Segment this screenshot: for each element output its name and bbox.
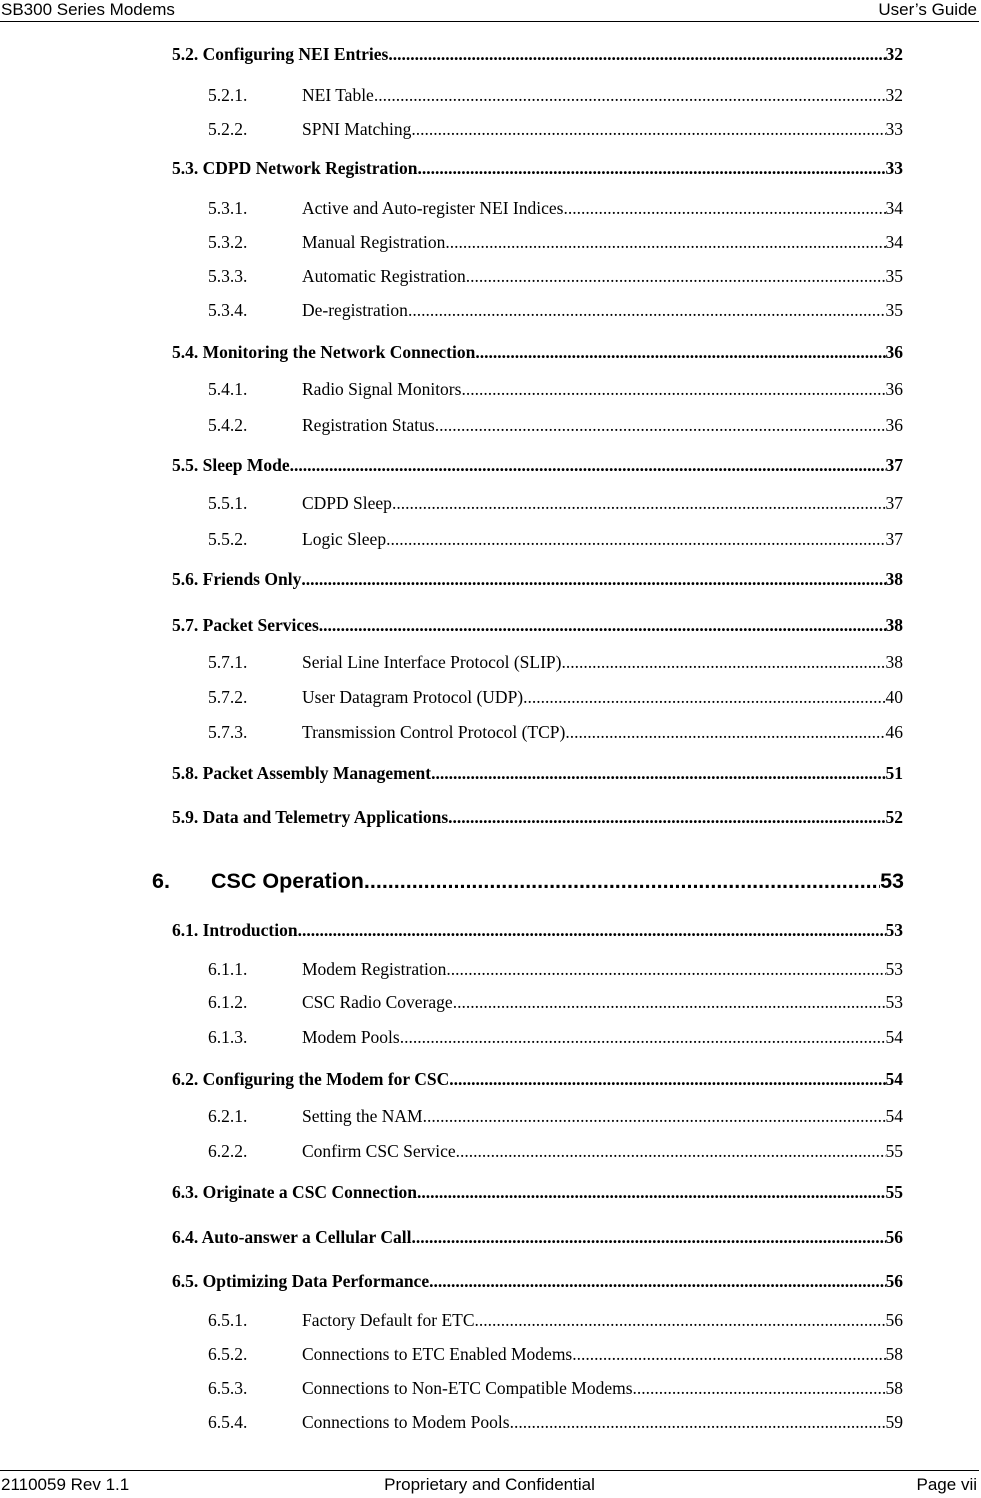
toc-entry-title: Modem Registration [302,959,447,979]
toc-entry-page: 52 [885,807,903,827]
toc-entry-page: 51 [885,763,903,783]
dot-leader [319,614,886,636]
dot-leader [412,1226,886,1248]
toc-section-entry[interactable] [172,1068,903,1090]
toc-entry-page: 37 [885,455,903,475]
dot-leader [563,197,885,219]
toc-entry-page: 56 [885,1310,903,1330]
toc-entry-title: Factory Default for ETC [302,1310,475,1330]
toc-entry-page: 34 [885,198,903,218]
toc-subsection-entry[interactable] [208,686,903,708]
toc-subsection-entry[interactable] [208,1026,903,1048]
toc-entry-title: NEI Table [302,85,374,105]
toc-entry-title: 5.3. CDPD Network Registration [172,158,418,178]
toc-subsection-entry[interactable] [208,414,903,436]
toc-entry-title: 5.8. Packet Assembly Management [172,763,432,783]
toc-chapter-entry[interactable] [152,867,904,895]
toc-entry-page: 46 [885,722,903,742]
toc-entry-number: 6.5.2. [208,1344,248,1364]
toc-entry-number: 6.5.1. [208,1310,248,1330]
toc-section-entry[interactable] [172,1270,903,1292]
toc-entry-number: 6.1.1. [208,959,248,979]
toc-subsection-entry[interactable] [208,1377,903,1399]
toc-entry-number: 5.7.2. [208,687,248,707]
toc-entry-page: 56 [885,1271,903,1291]
dot-leader [290,454,886,476]
toc-entry-page: 56 [885,1227,903,1247]
toc-entry-title: SPNI Matching [302,119,412,139]
toc-entry-title: Manual Registration [302,232,446,252]
toc-entry-page: 53 [885,992,903,1012]
toc-entry-title: 5.7. Packet Services [172,615,319,635]
toc-entry-number: 6.5.4. [208,1412,248,1432]
toc-entry-number: 5.5.1. [208,493,248,513]
toc-subsection-entry[interactable] [208,1343,903,1365]
toc-entry-title: De-registration [302,300,408,320]
dot-leader [364,867,880,895]
toc-subsection-entry[interactable] [208,265,903,287]
toc-entry-page: 55 [885,1141,903,1161]
toc-entry-title: Radio Signal Monitors [302,379,462,399]
toc-entry-number: 5.3.1. [208,198,248,218]
toc-entry-title: Connections to Modem Pools [302,1412,510,1432]
toc-entry-page: 38 [885,615,903,635]
toc-section-entry[interactable] [172,454,903,476]
header-doc-title: SB300 Series Modems [1,0,175,19]
toc-entry-number: 6. [152,869,170,893]
toc-entry-page: 38 [885,569,903,589]
toc-entry-number: 5.2.2. [208,119,248,139]
toc-subsection-entry[interactable] [208,528,903,550]
toc-entry-number: 6.1.2. [208,992,248,1012]
dot-leader [400,1026,886,1048]
dot-leader [429,1270,885,1292]
toc-entry-page: 54 [885,1106,903,1126]
toc-entry-page: 54 [885,1027,903,1047]
toc-entry-page: 38 [885,652,903,672]
dot-leader [565,721,885,743]
toc-entry-page: 58 [885,1378,903,1398]
toc-section-entry[interactable] [172,806,903,828]
dot-leader [417,1181,886,1203]
toc-entry-page: 53 [885,920,903,940]
dot-leader [408,299,886,321]
dot-leader [453,991,886,1013]
toc-subsection-entry[interactable] [208,958,903,980]
toc-entry-title: 5.5. Sleep Mode [172,455,290,475]
footer-confidentiality: Proprietary and Confidential [384,1475,595,1494]
toc-entry-number: 6.5.3. [208,1378,248,1398]
footer-doc-number: 2110059 Rev 1.1 [1,1475,130,1494]
dot-leader [445,231,885,253]
toc-entry-title: 6.3. Originate a CSC Connection [172,1182,417,1202]
dot-leader [417,157,885,179]
toc-section-entry[interactable] [172,568,903,590]
toc-entry-page: 35 [885,300,903,320]
page-header [0,0,979,22]
toc-section-entry[interactable] [172,1226,903,1248]
dot-leader [572,1343,885,1365]
toc-entry-title: Serial Line Interface Protocol (SLIP) [302,652,562,672]
toc-section-entry[interactable] [172,341,903,363]
toc-subsection-entry[interactable] [208,991,903,1013]
dot-leader [448,806,885,828]
toc-entry-title: Automatic Registration [302,266,466,286]
toc-entry-page: 40 [885,687,903,707]
toc-subsection-entry[interactable] [208,299,903,321]
dot-leader [446,958,885,980]
toc-entry-number: 5.4.2. [208,415,248,435]
toc-entry-page: 53 [880,869,904,893]
dot-leader [466,265,886,287]
toc-entry-title: 6.5. Optimizing Data Performance [172,1271,430,1291]
toc-entry-title: Active and Auto-register NEI Indices [302,198,564,218]
toc-entry-number: 5.3.4. [208,300,248,320]
toc-entry-page: 55 [885,1182,903,1202]
toc-entry-title: 5.6. Friends Only [172,569,302,589]
toc-subsection-entry[interactable] [208,492,903,514]
toc-subsection-entry[interactable] [208,84,903,106]
dot-leader [392,492,886,514]
dot-leader [298,919,886,941]
toc-section-entry[interactable] [172,614,903,636]
dot-leader [374,84,886,106]
toc-subsection-entry[interactable] [208,1309,903,1331]
toc-entry-page: 36 [885,379,903,399]
dot-leader [435,414,886,436]
toc-entry-title: CSC Radio Coverage [302,992,453,1012]
dot-leader [523,686,885,708]
toc-subsection-entry[interactable] [208,1105,903,1127]
toc-entry-title: Setting the NAM [302,1106,423,1126]
dot-leader [633,1377,886,1399]
toc-entry-number: 6.2.1. [208,1106,248,1126]
toc-subsection-entry[interactable] [208,1411,903,1433]
toc-entry-page: 53 [885,959,903,979]
page-footer [0,1470,979,1498]
toc-entry-title: Transmission Control Protocol (TCP) [302,722,566,742]
toc-entry-title: 5.9. Data and Telemetry Applications [172,807,449,827]
toc-subsection-entry[interactable] [208,197,903,219]
toc-entry-number: 5.3.3. [208,266,248,286]
toc-entry-page: 59 [885,1412,903,1432]
dot-leader [386,528,885,550]
toc-entry-page: 32 [885,85,903,105]
toc-entry-title: Connections to ETC Enabled Modems [302,1344,573,1364]
toc-subsection-entry[interactable] [208,651,903,673]
toc-subsection-entry[interactable] [208,721,903,743]
dot-leader [475,341,885,363]
toc-section-entry[interactable] [172,919,903,941]
toc-entry-page: 36 [885,415,903,435]
toc-entry-title: Confirm CSC Service [302,1141,456,1161]
toc-entry-title: 6.1. Introduction [172,920,298,940]
toc-entry-number: 5.2.1. [208,85,248,105]
toc-entry-page: 37 [885,529,903,549]
dot-leader [449,1068,885,1090]
toc-entry-title: User Datagram Protocol (UDP) [302,687,524,707]
toc-entry-page: 34 [885,232,903,252]
toc-entry-page: 35 [885,266,903,286]
toc-subsection-entry[interactable] [208,118,903,140]
toc-entry-page: 58 [885,1344,903,1364]
toc-section-entry[interactable] [172,762,903,784]
toc-entry-page: 54 [885,1069,903,1089]
dot-leader [301,568,885,590]
dot-leader [456,1140,886,1162]
footer-page-number: Page vii [916,1475,977,1494]
dot-leader [423,1105,886,1127]
toc-entry-title: 5.2. Configuring NEI Entries [172,44,389,64]
toc-section-entry[interactable] [172,1181,903,1203]
toc-entry-page: 33 [885,158,903,178]
toc-entry-number: 5.7.3. [208,722,248,742]
toc-entry-title: 6.4. Auto-answer a Cellular Call [172,1227,412,1247]
toc-subsection-entry[interactable] [208,231,903,253]
toc-subsection-entry[interactable] [208,378,903,400]
dot-leader [475,1309,886,1331]
toc-entry-title: 6.2. Configuring the Modem for CSC [172,1069,450,1089]
toc-entry-number: 5.5.2. [208,529,248,549]
toc-section-entry[interactable] [172,157,903,179]
toc-entry-number: 5.7.1. [208,652,248,672]
toc-entry-page: 37 [885,493,903,513]
toc-entry-title: Connections to Non-ETC Compatible Modems [302,1378,633,1398]
dot-leader [562,651,886,673]
toc-section-entry[interactable] [172,43,903,65]
dot-leader [461,378,885,400]
dot-leader [510,1411,886,1433]
toc-entry-title: 5.4. Monitoring the Network Connection [172,342,476,362]
toc-entry-number: 6.2.2. [208,1141,248,1161]
dot-leader [411,118,885,140]
toc-entry-title: CSC Operation [211,869,364,893]
dot-leader [388,43,885,65]
toc-entry-page: 36 [885,342,903,362]
toc-entry-number: 6.1.3. [208,1027,248,1047]
toc-entry-title: Logic Sleep [302,529,387,549]
dot-leader [431,762,885,784]
toc-entry-page: 33 [885,119,903,139]
toc-subsection-entry[interactable] [208,1140,903,1162]
header-guide-title: User’s Guide [878,0,977,19]
toc-entry-title: CDPD Sleep [302,493,392,513]
toc-entry-page: 32 [885,44,903,64]
toc-entry-title: Registration Status [302,415,435,435]
toc-entry-number: 5.3.2. [208,232,248,252]
toc-entry-number: 5.4.1. [208,379,248,399]
toc-entry-title: Modem Pools [302,1027,400,1047]
